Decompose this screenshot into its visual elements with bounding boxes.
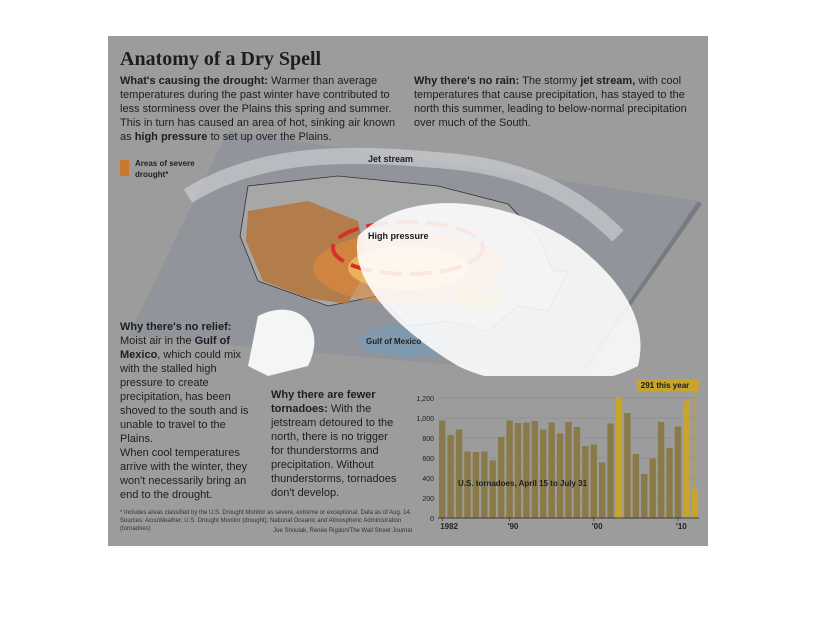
bar (574, 427, 580, 518)
bar (498, 437, 504, 518)
no-rain-text-1: The stormy (519, 75, 581, 87)
bar (591, 445, 597, 519)
infographic-panel (108, 36, 708, 546)
y-tick-label: 400 (422, 476, 434, 483)
high-pressure-label: High pressure (368, 231, 429, 241)
bar (456, 430, 462, 519)
no-relief-heading: Why there's no relief: (120, 321, 232, 333)
y-tick-label: 600 (422, 456, 434, 463)
x-tick-label: 1982 (440, 522, 459, 531)
bar (675, 427, 681, 519)
bar (633, 454, 639, 518)
no-relief-text-1: Moist air in the (120, 335, 195, 347)
cause-text-2: to set up over the Plains. (207, 131, 332, 143)
footnote: * Includes areas classified by the U.S. Drought Monitor as severe, extreme or exceptional. Data as of Aug. 14. Sources: AccuWeather; U.S. Drought Monitor (drought); National Oceanic and Atmospheric Administration (tornadoes) (120, 510, 412, 532)
x-tick-label: '90 (507, 522, 519, 531)
bar (683, 401, 689, 519)
bar (540, 430, 546, 519)
no-rain-paragraph (414, 74, 700, 130)
bar (641, 474, 647, 518)
bar (490, 461, 496, 519)
tornado-heading: Why there are fewer tornadoes: (271, 389, 376, 415)
bar (599, 463, 605, 519)
cause-paragraph (120, 74, 402, 144)
no-relief-text-3: When cool temperatures arrive with the winter, they won't necessarily bring an end to the drought. (120, 447, 248, 501)
white-glare-left (248, 310, 314, 376)
bar (666, 448, 672, 518)
tornado-chart (408, 376, 708, 546)
no-rain-bold: jet stream, (580, 75, 636, 87)
chart-title: U.S. tornadoes, April 15 to July 31 (458, 479, 588, 488)
tornado-text: With the jetstream detoured to the north, there is no trigger for thunderstorms and precipitation. Without thunderstorms, tornadoes don't develop. (271, 403, 397, 499)
tornado-paragraph (271, 388, 403, 500)
bar (439, 421, 445, 519)
legend-label: Areas of severe drought* (135, 159, 195, 179)
x-tick-label: '10 (675, 522, 687, 531)
bar (557, 434, 563, 519)
bar (624, 413, 630, 518)
bar (658, 422, 664, 518)
callout-label: 291 this year (640, 381, 690, 390)
bar (447, 435, 453, 518)
no-relief-paragraph (120, 320, 256, 502)
cause-text-1: Warmer than average temperatures during the past winter have contributed to less storminess over the Plains this spring and summer. This in turn has caused an area of hot, sinking air known as (120, 75, 396, 143)
bar (548, 423, 554, 519)
no-relief-text-2: , which could mix with the stalled high pressure to create precipitation, has been shoved to the south and is unable to travel to the Plains. (120, 349, 249, 445)
bar (649, 459, 655, 519)
bar (523, 423, 529, 519)
no-relief-bold: Gulf of Mexico (120, 335, 231, 361)
legend-swatch (120, 160, 129, 176)
y-tick-label: 1,200 (416, 396, 434, 403)
headline: Anatomy of a Dry Spell (120, 48, 322, 70)
y-tick-label: 0 (430, 516, 434, 523)
bar (565, 422, 571, 518)
bar (616, 398, 622, 519)
credit: Joe Shoulak, Renée Rigdon/The Wall Street Journal (273, 528, 412, 534)
x-tick-label: '00 (591, 522, 603, 531)
bar (515, 423, 521, 518)
y-tick-label: 800 (422, 436, 434, 443)
bar (532, 421, 538, 518)
bar (506, 421, 512, 519)
cause-bold: high pressure (134, 131, 208, 143)
no-rain-heading: Why there's no rain: (414, 75, 520, 87)
y-tick-label: 200 (422, 496, 434, 503)
no-rain-text-2: with cool temperatures that cause precipitation, has stayed to the north this summer, leading to below-normal precipitation over much of the South. (414, 75, 687, 129)
gulf-label: Gulf of Mexico (366, 337, 422, 346)
tornado-chart-svg (408, 376, 708, 546)
bar (607, 424, 613, 519)
cause-heading: What's causing the drought: (120, 75, 269, 87)
bar (692, 489, 698, 518)
jet-stream-label: Jet stream (368, 154, 414, 164)
y-tick-label: 1,000 (416, 416, 434, 423)
